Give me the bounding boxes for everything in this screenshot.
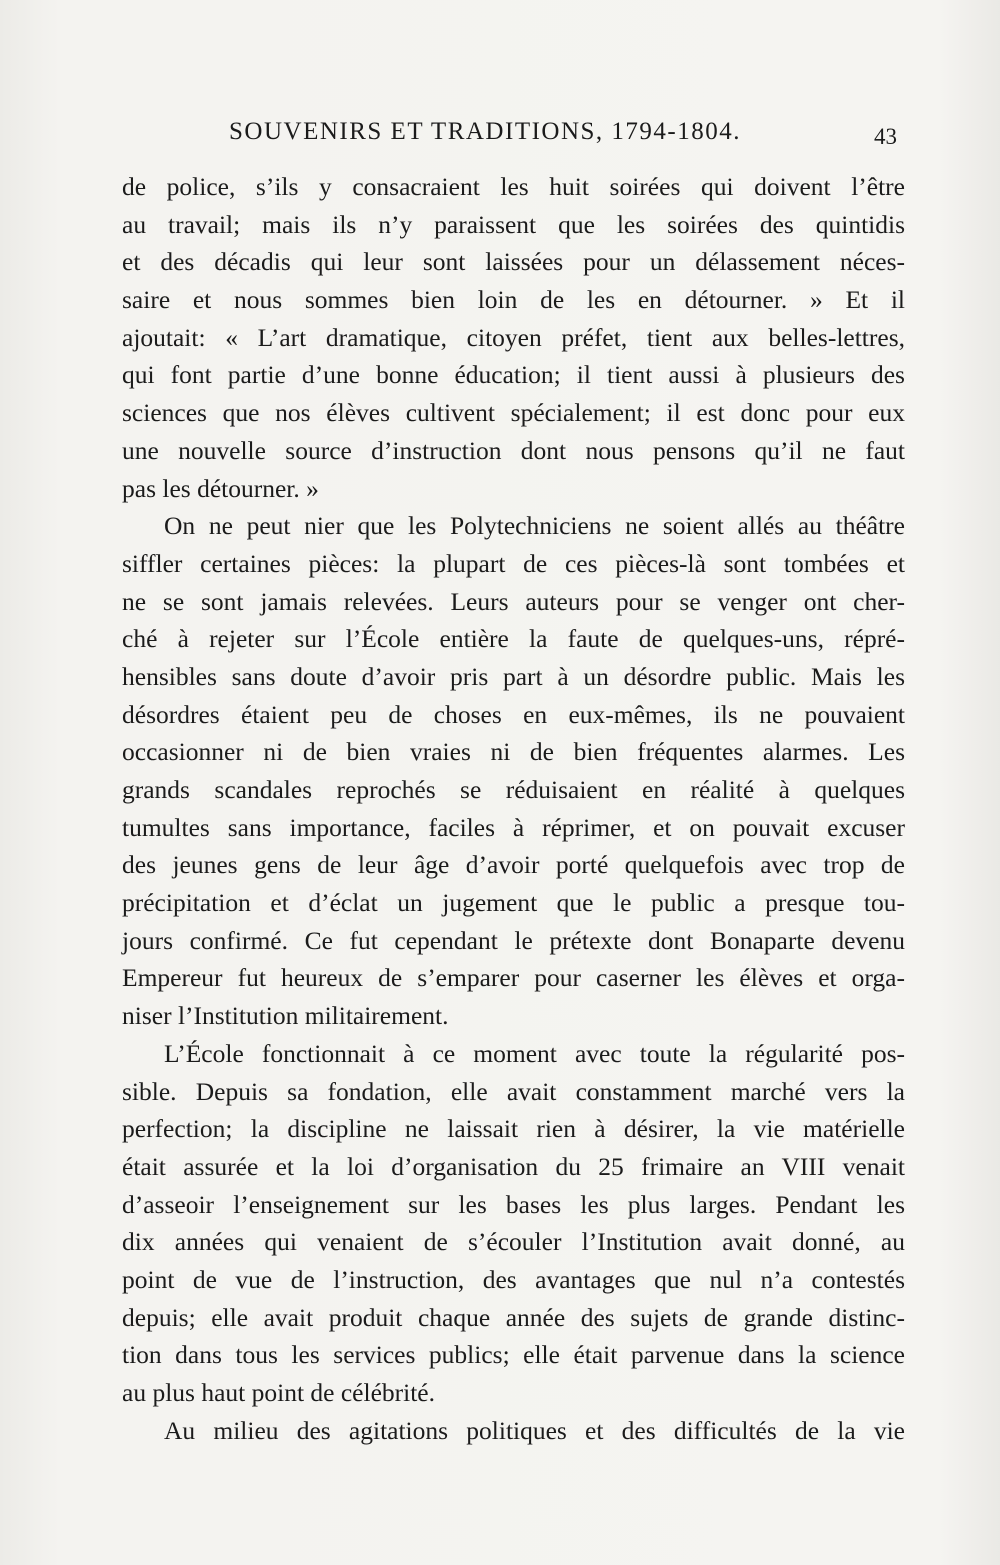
paragraph-first-line: Au milieu des agitations politiques et des difficultés de la vie xyxy=(164,1415,905,1445)
text-line: ne se sont jamais relevées. Leurs auteurs pour se venger ont cher- xyxy=(122,586,905,616)
text-line: hensibles sans doute d’avoir pris part à un désordre public. Mais les xyxy=(122,661,905,691)
text-line: d’asseoir l’enseignement sur les bases les plus larges. Pendant les xyxy=(122,1189,905,1219)
text-line: perfection; la discipline ne laissait rien à désirer, la vie matérielle xyxy=(122,1114,905,1144)
text-line: saire et nous sommes bien loin de les en détourner. » Et il xyxy=(122,285,905,315)
paragraph-first-line: On ne peut nier que les Polytechniciens ne soient allés au théâtre xyxy=(164,511,905,541)
text-line: ajoutait: « L’art dramatique, citoyen préfet, tient aux belles-lettres, xyxy=(122,322,905,352)
text-line: au travail; mais ils n’y paraissent que les soirées des quintidis xyxy=(122,209,905,239)
text-line: grands scandales reprochés se réduisaient en réalité à quelques xyxy=(122,775,905,804)
text-line: sible. Depuis sa fondation, elle avait constamment marché vers la xyxy=(122,1076,905,1106)
text-line: point de vue de l’instruction, des avantages que nul n’a contestés xyxy=(122,1264,905,1294)
text-line: depuis; elle avait produit chaque année des sujets de grande distinc- xyxy=(122,1302,905,1332)
text-line: précipitation et d’éclat un jugement que le public a presque tou- xyxy=(122,888,905,918)
text-line: de police, s’ils y consacraient les huit soirées qui doivent l’être xyxy=(122,172,905,201)
text-line: siffler certaines pièces: la plupart de ces pièces-là sont tombées et xyxy=(122,548,905,578)
text-line: Empereur fut heureux de s’emparer pour caserner les élèves et orga- xyxy=(122,963,905,993)
text-line: niser l’Institution militairement. xyxy=(122,1001,449,1031)
text-line: et des décadis qui leur sont laissées pour un délassement néces- xyxy=(122,247,905,277)
running-title: SOUVENIRS ET TRADITIONS, 1794-1804. xyxy=(229,118,741,145)
text-line: était assurée et la loi d’organisation du 25 frimaire an VIII venait xyxy=(122,1151,905,1181)
text-line: tumultes sans importance, faciles à réprimer, et on pouvait excuser xyxy=(122,812,905,842)
text-line: sciences que nos élèves cultivent spécialement; il est donc pour eux xyxy=(122,398,905,428)
text-line: ché à rejeter sur l’École entière la faute de quelques-uns, répré- xyxy=(122,624,905,654)
text-line: qui font partie d’une bonne éducation; il tient aussi à plusieurs des xyxy=(122,360,905,390)
text-line: jours confirmé. Ce fut cependant le prétexte dont Bonaparte devenu xyxy=(122,925,905,955)
text-line: au plus haut point de célébrité. xyxy=(122,1378,435,1407)
body-text xyxy=(122,168,905,1449)
text-line: des jeunes gens de leur âge d’avoir porté quelquefois avec trop de xyxy=(122,850,905,880)
text-line: désordres étaient peu de choses en eux-mêmes, ils ne pouvaient xyxy=(122,699,905,729)
text-line: tion dans tous les services publics; elle était parvenue dans la science xyxy=(122,1340,905,1370)
paragraph-first-line: L’École fonctionnait à ce moment avec toute la régularité pos- xyxy=(164,1038,905,1068)
text-line: occasionner ni de bien vraies ni de bien fréquentes alarmes. Les xyxy=(122,737,905,767)
page-number: 43 xyxy=(874,124,897,149)
text-line: pas les détourner. » xyxy=(122,473,319,503)
text-line: une nouvelle source d’instruction dont nous pensons qu’il ne faut xyxy=(122,435,905,465)
text-line: dix années qui venaient de s’écouler l’Institution avait donné, au xyxy=(122,1227,905,1257)
